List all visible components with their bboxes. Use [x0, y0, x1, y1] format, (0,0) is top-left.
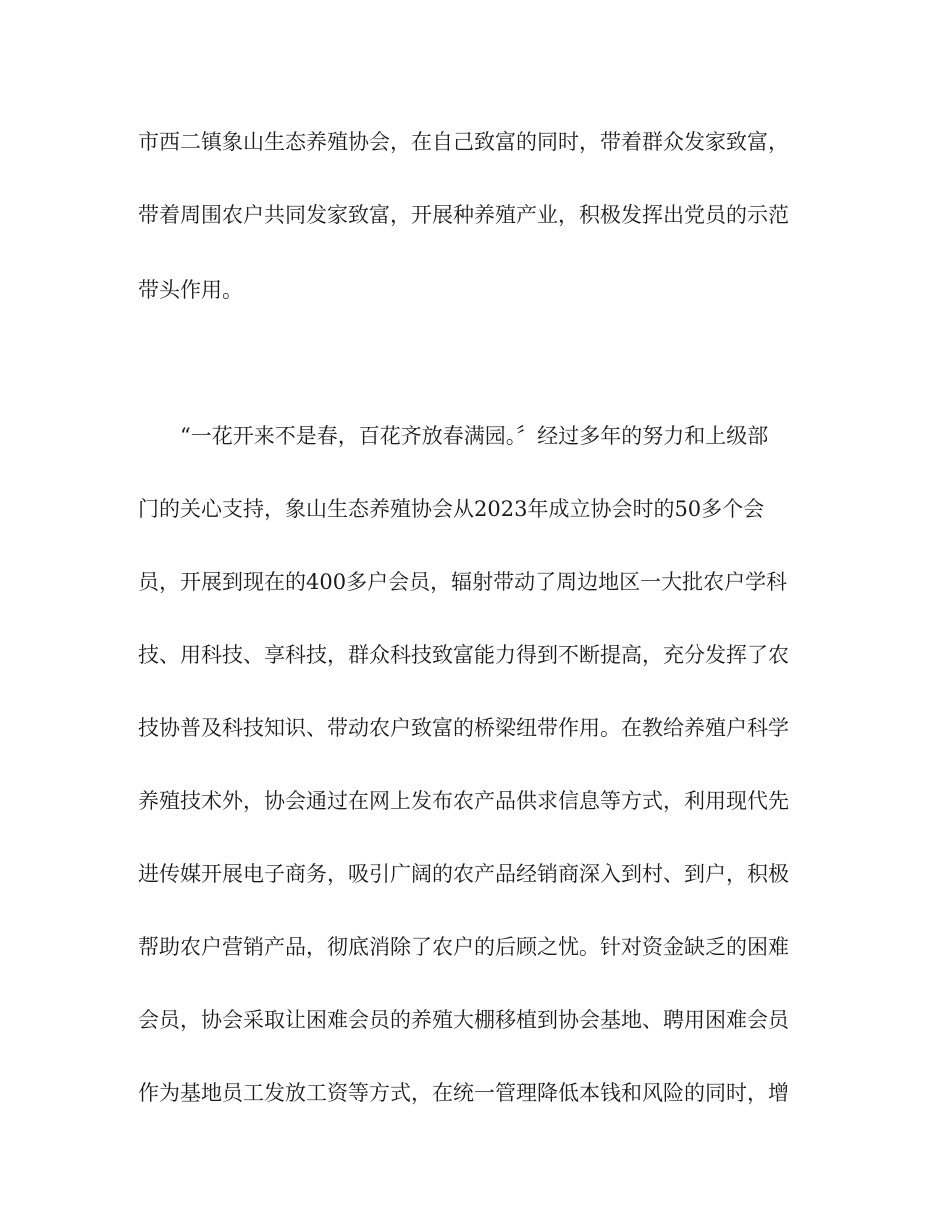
paragraph-2-line-8: 帮助农户营销产品，彻底消除了农户的后顾之忧。针对资金缺乏的困难 — [138, 935, 789, 959]
paragraph-2-line-5: 技协普及科技知识、带动农户致富的桥梁纽带作用。在教给养殖户科学 — [138, 716, 789, 740]
paragraph-2-line-6: 养殖技术外，协会通过在网上发布农产品供求信息等方式，利用现代先 — [138, 789, 789, 813]
paragraph-2-line-9: 会员，协会采取让困难会员的养殖大棚移植到协会基地、聘用困难会员 — [138, 1008, 789, 1032]
paragraph-1-line-3: 带头作用。 — [138, 278, 243, 302]
paragraph-2-line-10: 作为基地员工发放工资等方式，在统一管理降低本钱和风险的同时，增 — [138, 1081, 789, 1105]
paragraph-2-line-7: 进传媒开展电子商务，吸引广阔的农产品经销商深入到村、到户，积极 — [138, 862, 789, 886]
paragraph-2-line-3: 员，开展到现在的400多户会员，辐射带动了周边地区一大批农户学科 — [138, 570, 788, 594]
paragraph-2-line-4: 技、用科技、享科技，群众科技致富能力得到不断提高，充分发挥了农 — [138, 643, 789, 667]
paragraph-2-line-1: “一花开来不是春，百花齐放春满园。〞经过多年的努力和上级部 — [180, 424, 769, 448]
paragraph-1-line-2: 带着周围农户共同发家致富，开展种养殖产业，积极发挥出党员的示范 — [138, 203, 789, 227]
paragraph-2-line-2: 门的关心支持，象山生态养殖协会从2023年成立协会时的50多个会 — [138, 497, 765, 521]
paragraph-1-line-1: 市西二镇象山生态养殖协会，在自己致富的同时，带着群众发家致富， — [138, 130, 789, 154]
